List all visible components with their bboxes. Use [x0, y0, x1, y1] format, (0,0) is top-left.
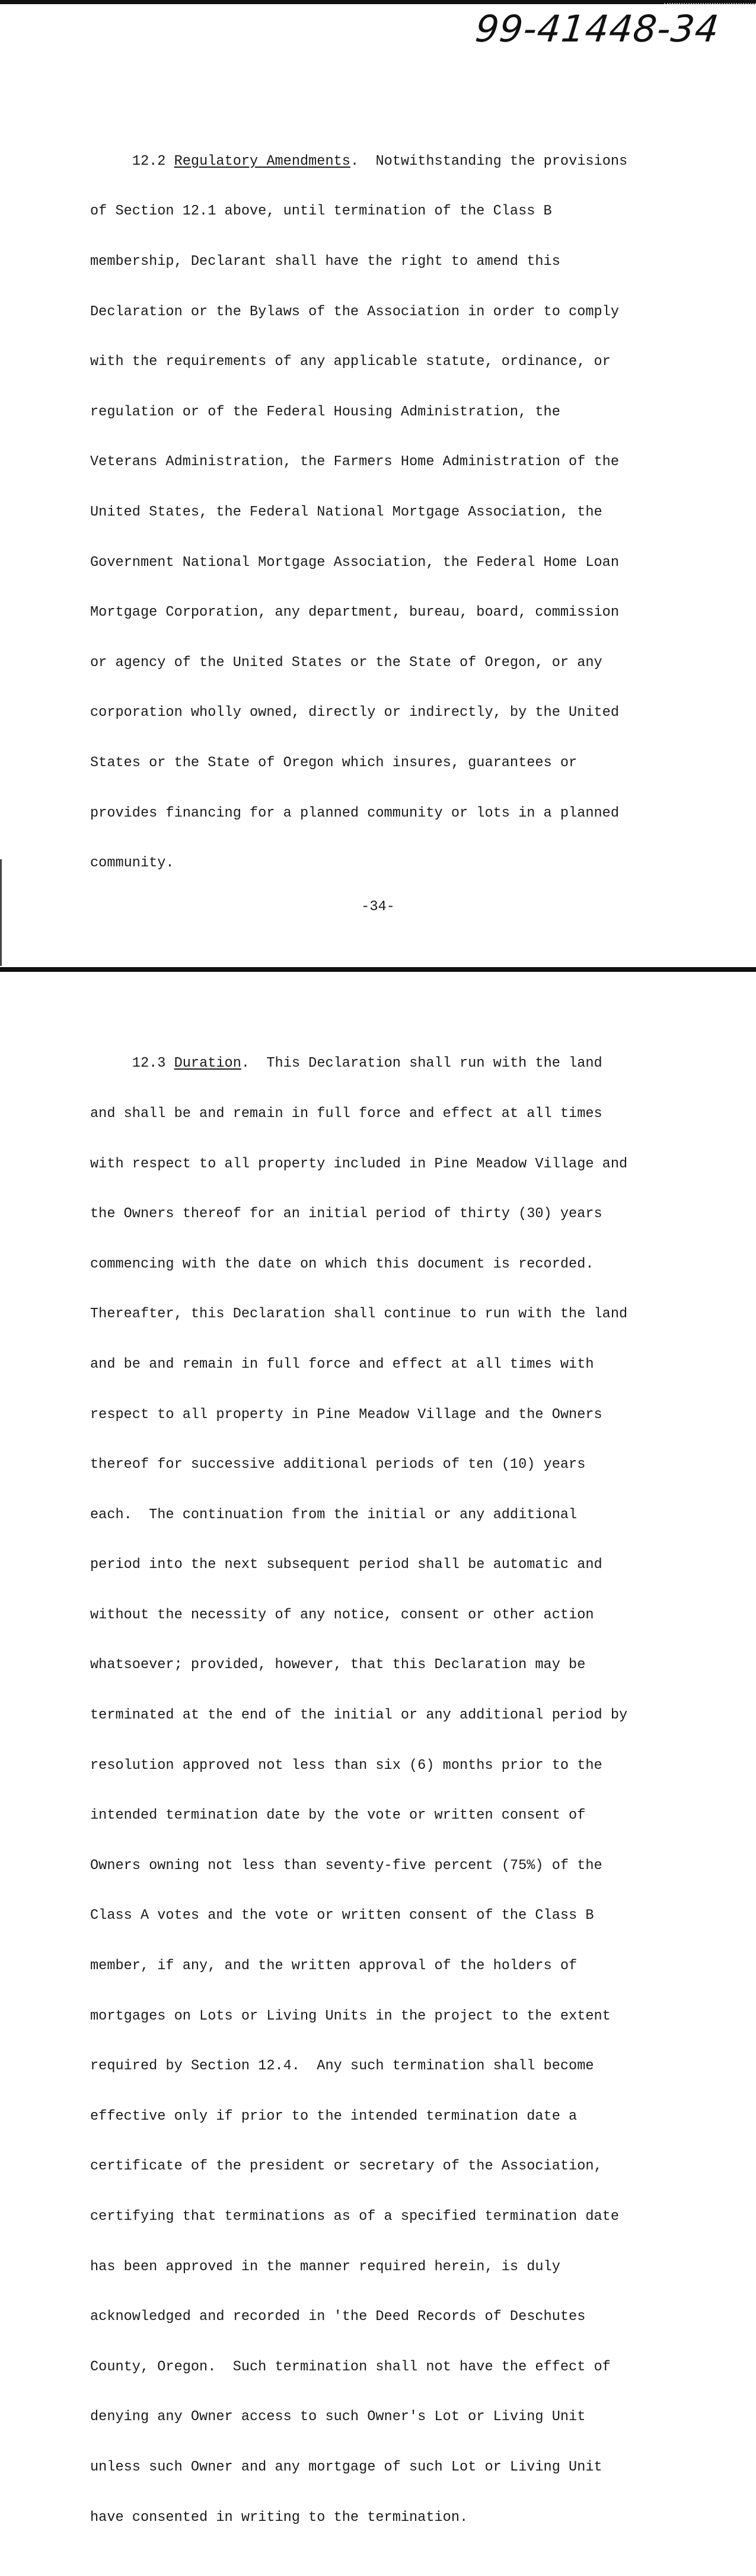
section-12-2-line: Veterans Administration, the Farmers Home Administration of the	[90, 454, 619, 471]
bottom-border-rule	[0, 967, 756, 972]
section-12-3-line: period into the next subsequent period shall be automatic and	[90, 1557, 602, 1573]
section-12-2-line: membership, Declarant shall have the right to amend this	[90, 254, 560, 270]
document-body	[90, 87, 683, 2576]
section-12-3-line: respect to all property in Pine Meadow Village and the Owners	[90, 1406, 602, 1423]
section-12-3-line: intended termination date by the vote or written consent of	[90, 1807, 586, 1824]
section-12-3-line: Owners owning not less than seventy-five percent (75%) of the	[90, 1857, 602, 1874]
section-12-3-line: the Owners thereof for an initial period of thirty (30) years	[90, 1206, 602, 1223]
section-12-3-line: without the necessity of any notice, consent or other action	[90, 1607, 594, 1623]
section-12-2-line: of Section 12.1 above, until termination of the Class B	[90, 203, 552, 220]
section-12-2-line: Declaration or the Bylaws of the Association in order to comply	[90, 303, 619, 320]
section-12-2-number: 12.2	[132, 153, 166, 169]
section-12-3-line: terminated at the end of the initial or any additional period by	[90, 1707, 628, 1724]
section-12-2-line: or agency of the United States or the State of Oregon, or any	[90, 654, 602, 671]
section-12-3-line: mortgages on Lots or Living Units in the project to the extent	[90, 2008, 611, 2024]
section-12-3-line: effective only if prior to the intended termination date a	[90, 2108, 578, 2124]
section-12-2-first-line: 12.2 Regulatory Amendments. Notwithstanding the provisions	[132, 153, 628, 169]
section-12-3-number: 12.3	[132, 1055, 166, 1072]
top-border-rule	[0, 0, 756, 4]
section-12-3-line: thereof for successive additional periods of ten (10) years	[90, 1457, 586, 1473]
section-12-3-line: commencing with the date on which this document is recorded.	[90, 1256, 594, 1272]
section-12-2-heading: Regulatory Amendments	[174, 153, 350, 169]
section-12-3-line: each. The continuation from the initial or any additional	[90, 1506, 578, 1523]
section-12-3-line: Class A votes and the vote or written consent of the Class B	[90, 1908, 594, 1924]
handwritten-document-number: 99-41448-34	[473, 7, 722, 50]
section-12-3-line: County, Oregon. Such termination shall not have the effect of	[90, 2359, 611, 2375]
section-12-3-line: have consented in writing to the termination.	[90, 2509, 468, 2526]
section-12-2-line: with the requirements of any applicable statute, ordinance, or	[90, 354, 611, 370]
section-12-3-line: required by Section 12.4. Any such termination shall become	[90, 2058, 594, 2075]
section-12-3-line: unless such Owner and any mortgage of such Lot or Living Unit	[90, 2459, 602, 2475]
section-12-3-line: Thereafter, this Declaration shall continue to run with the land	[90, 1306, 628, 1323]
section-12-2-line: United States, the Federal National Mortgage Association, the	[90, 504, 602, 520]
section-12-2-line: provides financing for a planned community or lots in a planned	[90, 805, 619, 821]
section-12-3-line: certifying that terminations as of a specified termination date	[90, 2209, 619, 2225]
section-12-3-line: and shall be and remain in full force and effect at all times	[90, 1105, 602, 1122]
section-12-3-line: with respect to all property included in Pine Meadow Village and	[90, 1156, 628, 1172]
section-12-3-line: has been approved in the manner required herein, is duly	[90, 2258, 560, 2275]
section-12-3-line: acknowledged and recorded in 'the Deed Records of Deschutes	[90, 2309, 586, 2325]
section-12-3-line: and be and remain in full force and effect at all times with	[90, 1356, 594, 1372]
section-12-2-line: community.	[90, 855, 174, 872]
section-12-3-first-line: 12.3 Duration. This Declaration shall run with the land	[132, 1055, 602, 1072]
section-12-3-line: denying any Owner access to such Owner's Lot or Living Unit	[90, 2409, 586, 2425]
section-12-2	[90, 120, 683, 905]
section-12-3	[90, 1022, 683, 2559]
section-12-3-line: certificate of the president or secretary of the Association,	[90, 2158, 602, 2175]
section-12-2-line: States or the State of Oregon which insures, guarantees or	[90, 754, 578, 771]
section-12-3-line: resolution approved not less than six (6) months prior to the	[90, 1757, 602, 1774]
section-12-3-heading: Duration	[174, 1055, 241, 1072]
section-12-3-line: whatsoever; provided, however, that this Declaration may be	[90, 1657, 586, 1673]
section-12-2-line: corporation wholly owned, directly or indirectly, by the United	[90, 705, 619, 721]
section-12-2-line: regulation or of the Federal Housing Administration, the	[90, 404, 560, 420]
section-12-2-line: Mortgage Corporation, any department, bureau, board, commission	[90, 604, 619, 621]
section-12-3-line: member, if any, and the written approval of the holders of	[90, 1958, 578, 1975]
top-border-dotted	[664, 3, 756, 4]
section-12-2-line: Government National Mortgage Association, the Federal Home Loan	[90, 554, 619, 571]
page-number: -34-	[361, 899, 395, 915]
section-12-3-line: This Declaration shall run with the land	[266, 1055, 602, 1072]
section-12-2-line: Notwithstanding the provisions	[375, 153, 628, 169]
